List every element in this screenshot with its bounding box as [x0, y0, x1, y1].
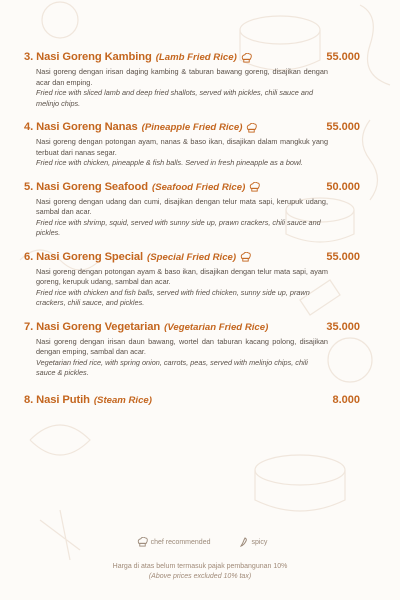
- menu-item-description-en: Fried rice with shrimp, squid, served with sunny side up, prawn crackers, chili sauce and pickles.: [36, 217, 321, 237]
- menu-item-description-en: Fried rice with chicken and fish balls, served with fried chicken, sunny side up, prawn crackers, chili sauce, and pickles.: [36, 287, 310, 307]
- menu-item: [24, 120, 360, 169]
- menu-item-description-id: Nasi goreng dengan irisan daging kambing & taburan bawang goreng, disajikan dengan acar dan emping.: [36, 67, 328, 87]
- legend-chef-label: chef recommended: [150, 538, 211, 546]
- menu-item-description-en: Vegetarian fried rice, with spring onion, carrots, peas, served with melinjo chips, chili sauce & pickles.: [36, 357, 308, 377]
- menu-item-heading: [24, 180, 342, 195]
- menu-item-description-id: Nasi goreng dengan potongan ayam & baso ikan, disajikan dengan telur mata sapi, ayam goreng, kerupuk udang, sambal dan acar.: [36, 266, 328, 286]
- menu-item-price: 55.000: [326, 121, 360, 133]
- menu-item: [24, 393, 360, 408]
- legend: [0, 537, 400, 547]
- menu-item-english-name: (Steam Rice): [93, 394, 152, 406]
- menu-item-english-name: (Vegetarian Fried Rice): [164, 321, 269, 333]
- menu-item-description-id: Nasi goreng dengan udang dan cumi, disajikan dengan telur mata sapi, kerupuk udang, sambal dan acar.: [36, 196, 328, 216]
- menu-item-english-name: (Seafood Fried Rice): [152, 181, 246, 193]
- menu-item-price: 50.000: [326, 180, 360, 193]
- menu-item-description-en: Fried rice with chicken, pineapple & fish balls. Served in fresh pineapple as a bowl.: [36, 158, 303, 167]
- menu-item-name: 7. Nasi Goreng Vegetarian: [24, 320, 161, 333]
- legend-spicy-label: spicy: [251, 538, 268, 546]
- menu-item-english-name: (Lamb Fried Rice): [155, 52, 237, 63]
- menu-item-description-id: Nasi goreng dengan irisan daun bawang, wortel dan taburan kacang polong, disajikan dengan emping, sambal dan acar.: [36, 336, 328, 356]
- chili-icon: [240, 537, 248, 547]
- legend-chef: [133, 537, 211, 547]
- menu-item: [24, 250, 360, 309]
- chef-hat-icon: [246, 123, 257, 133]
- menu-item-description-en: Fried rice with sliced lamb and deep fried shallots, served with pickles, chili sauce and melinjo chips.: [36, 88, 314, 108]
- tax-note-id: Harga di atas belum termasuk pajak pembangunan 10%: [112, 563, 288, 570]
- menu-item-name: 6. Nasi Goreng Special: [24, 250, 144, 263]
- menu-item-name: 5. Nasi Goreng Seafood: [24, 180, 148, 193]
- legend-spicy: [240, 537, 267, 547]
- chef-hat-icon: [249, 182, 260, 192]
- menu-item-english-name: (Pineapple Fried Rice): [141, 122, 243, 133]
- menu-item-description-id: Nasi goreng dengan potongan ayam, nanas & baso ikan, disajikan dalam mangkuk yang terbuat dari nanas segar.: [36, 137, 328, 157]
- chef-hat-icon: [240, 252, 251, 262]
- menu-item-heading: [24, 320, 342, 335]
- menu-item-price: 55.000: [326, 250, 360, 263]
- menu-item-heading: [24, 120, 342, 135]
- menu-item-english-name: (Special Fried Rice): [147, 251, 237, 263]
- menu-item-heading: [24, 250, 342, 265]
- menu-item-price: 35.000: [326, 320, 360, 333]
- menu-item-heading: [24, 393, 342, 408]
- menu-item-name: 4. Nasi Goreng Nanas: [24, 121, 138, 133]
- menu-item-price: 55.000: [326, 51, 360, 63]
- tax-note-en: (Above prices excluded 10% tax): [148, 573, 252, 580]
- menu-item: [24, 50, 360, 109]
- menu-item-heading: [24, 50, 342, 65]
- menu-item-name: 3. Nasi Goreng Kambing: [24, 51, 152, 63]
- menu-item: [24, 180, 360, 239]
- menu-list: [24, 50, 360, 408]
- chef-hat-icon: [241, 53, 252, 63]
- menu-item-name: 8. Nasi Putih: [24, 393, 90, 406]
- menu-item: [24, 320, 360, 379]
- chef-hat-icon: [137, 537, 148, 547]
- tax-footnote: [0, 562, 400, 582]
- menu-item-price: 8.000: [332, 393, 360, 406]
